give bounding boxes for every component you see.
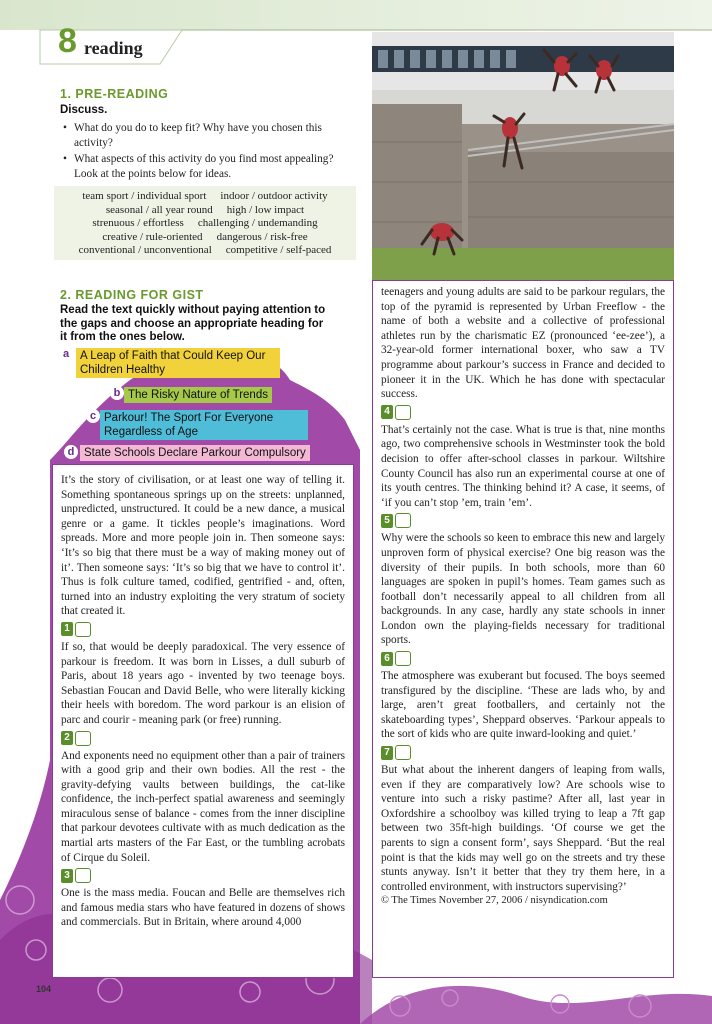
idea-item: dangerous / risk-free (216, 230, 308, 243)
gap-number: 2 (61, 731, 73, 745)
heading-option-a[interactable]: A Leap of Faith that Could Keep Our Children Healthy (76, 348, 280, 378)
gap-answer-box-6[interactable] (395, 651, 411, 666)
decorative-footer-swirls (0, 976, 712, 1024)
option-letter-c: c (86, 409, 100, 423)
article-paragraph: And exponents need no equipment other than a pair of trainers with a good grip and their own bodies. All the rest - the gravity-defying vaults between buildings, the cat-like confidence, the inch-perfect spatial awareness and seemingly miraculous sense of balance - comes from the inner discipline that parkour devotees cultivate with as much dedication as the martial arts masters of the Far East, or the tumbling acrobats of Cirque du Soleil. (61, 749, 345, 864)
gap-answer-box-3[interactable] (75, 868, 91, 883)
heading-option-c[interactable]: Parkour! The Sport For Everyone Regardless of Age (100, 410, 308, 440)
idea-item: seasonal / all year round (105, 203, 213, 216)
gap-answer-box-5[interactable] (395, 513, 411, 528)
gap-marker-7 (381, 745, 411, 760)
bullet-item: • What aspects of this activity do you find most appealing? Look at the points below for ideas. (74, 152, 356, 181)
gap-answer-box-2[interactable] (75, 731, 91, 746)
article-paragraph: It’s the story of civilisation, or at least one way of telling it. Something spontaneous springs up on the streets: unplanned, unpredicted, unstructured. It could be a new dance, a musical genre or a game. It tickles people’s imaginations. Word spreads. More and more people join in. Then someone says: ‘It’s so big that there must be a way of making money out of it’. Then someone says: ‘It’s so big that we have to control it’. Thus is folk culture tamed, codified, gentrified - and, often, turned into an industry exploiting the very stratum of society that created it. (61, 474, 345, 618)
idea-item: creative / rule-oriented (102, 230, 203, 243)
article-paragraph: teenagers and young adults are said to be parkour regulars, the top of the pyramid is represented by Urban Freeflow - the name of both a website and a collective of professional athletes run by the charismatic EZ (pronounced ‘ee-zee’), a 32-year-old former international boxer, who saw a TV programme about parkour’s success in France and decided to pioneer it in the UK. Which he has done with spectacular success. (381, 286, 665, 401)
option-letter-d: d (64, 445, 78, 459)
heading-option-b[interactable]: The Risky Nature of Trends (124, 387, 272, 403)
pre-reading-heading: 1. PRE-READING (60, 87, 169, 101)
gap-marker-4 (381, 405, 411, 420)
article-paragraph: The atmosphere was exuberant but focused. The boys seemed transfigured by the discipline. ‘These are lads who, by and large, aren’t great footballers, and certainly not the skateboarding types’, Sheppard observes. ‘Parkour appeals to the sort of kids who are quite inward-looking and quiet.’ (381, 670, 665, 741)
unit-title: reading (84, 38, 143, 58)
idea-row (54, 217, 356, 231)
article-source: © The Times November 27, 2006 / nisyndication.com (381, 895, 608, 907)
article-paragraph: Why were the schools so keen to embrace this new and largely unproven form of physical exercise? One big reason was the diversity of their pupils. In both schools, more than 60 languages are spoken in pupil’s homes. Team games such as football don’t necessarily appeal to all children from all backgrounds. In any case, hardly any state schools in inner London own the playing-fields necessary for traditional sports. (381, 532, 665, 647)
gap-answer-box-1[interactable] (75, 622, 91, 637)
gap-marker-2 (61, 731, 91, 746)
discussion-bullets (60, 121, 356, 183)
article-column-right (372, 280, 674, 978)
idea-row (54, 244, 356, 258)
discuss-subheading: Discuss. (60, 104, 108, 116)
gap-marker-3 (61, 868, 91, 883)
article-column-left (52, 464, 354, 978)
gap-answer-box-7[interactable] (395, 745, 411, 760)
article-paragraph: But what about the inherent dangers of leaping from walls, even if they are comparatively low? Are schools wise to venture into such a risky pastime? After all, last year in Oxfordshire a schoolboy was killed trying to leap a 7ft gap between two 35ft-high buildings. ‘Of course we get the parents to sign a consent form’, says Sheppard. ‘But the real point is that the kids may well go on the streets and try these stunts anyway. Isn’t it better that they try them here, in a controlled environment, with instructors supervising?’ (381, 764, 665, 893)
unit-number: 8 (58, 22, 77, 60)
gap-marker-5 (381, 513, 411, 528)
article-paragraph: That’s certainly not the case. What is true is that, nine months ago, two comprehensive schools in Westminster took the bold decision to offer after-school classes in parkour. Wiltshire County Council has also run an experimental course at one of its youth centres. The thinking behind it? A case, it seems, of ‘if you can’t stop ’em, train ’em’. (381, 423, 665, 509)
gap-number: 5 (381, 514, 393, 528)
idea-item: high / low impact (226, 203, 305, 216)
parkour-photo (372, 32, 674, 280)
idea-item: team sport / individual sport (82, 190, 207, 202)
idea-item: challenging / undemanding (197, 217, 318, 229)
option-letter-b: b (110, 386, 124, 400)
gap-number: 7 (381, 746, 393, 760)
gap-number: 6 (381, 652, 393, 666)
gap-number: 4 (381, 405, 393, 419)
bullet-item: • What do you do to keep fit? Why have you chosen this activity? (74, 121, 356, 150)
reading-for-gist-heading: 2. READING FOR GIST (60, 288, 204, 302)
page-number: 104 (36, 984, 52, 994)
idea-row (54, 204, 356, 218)
heading-option-d[interactable]: State Schools Declare Parkour Compulsory (80, 445, 310, 461)
gap-answer-box-4[interactable] (395, 405, 411, 420)
gap-marker-6 (381, 651, 411, 666)
idea-row (54, 231, 356, 245)
gist-instruction: Read the text quickly without paying attention to the gaps and choose an appropriate heading for it from the ones below. (60, 304, 326, 343)
idea-item: conventional / unconventional (78, 244, 212, 256)
article-paragraph: One is the mass media. Foucan and Belle are themselves rich and famous media stars who have featured in dozens of shows and commercials. But in Britain, where around 4,000 (61, 887, 345, 929)
idea-item: competitive / self-paced (225, 244, 332, 256)
gap-number: 3 (61, 869, 73, 883)
article-paragraph: If so, that would be deeply paradoxical. The very essence of parkour is freedom. It was born in Lisses, a dull suburb of Paris, about 18 years ago - invented by two teenage boys. Sebastian Foucan and David Belle, who were literally kicking their heels with boredom. The word parkour is an elision of parc and courir - meaning park (or free) running. (61, 640, 345, 726)
idea-row (54, 190, 356, 204)
gap-number: 1 (61, 622, 73, 636)
option-letter-a: a (59, 347, 73, 361)
gap-marker-1 (61, 622, 91, 637)
ideas-box (54, 186, 356, 260)
idea-item: strenuous / effortless (92, 217, 184, 229)
idea-item: indoor / outdoor activity (220, 190, 328, 202)
